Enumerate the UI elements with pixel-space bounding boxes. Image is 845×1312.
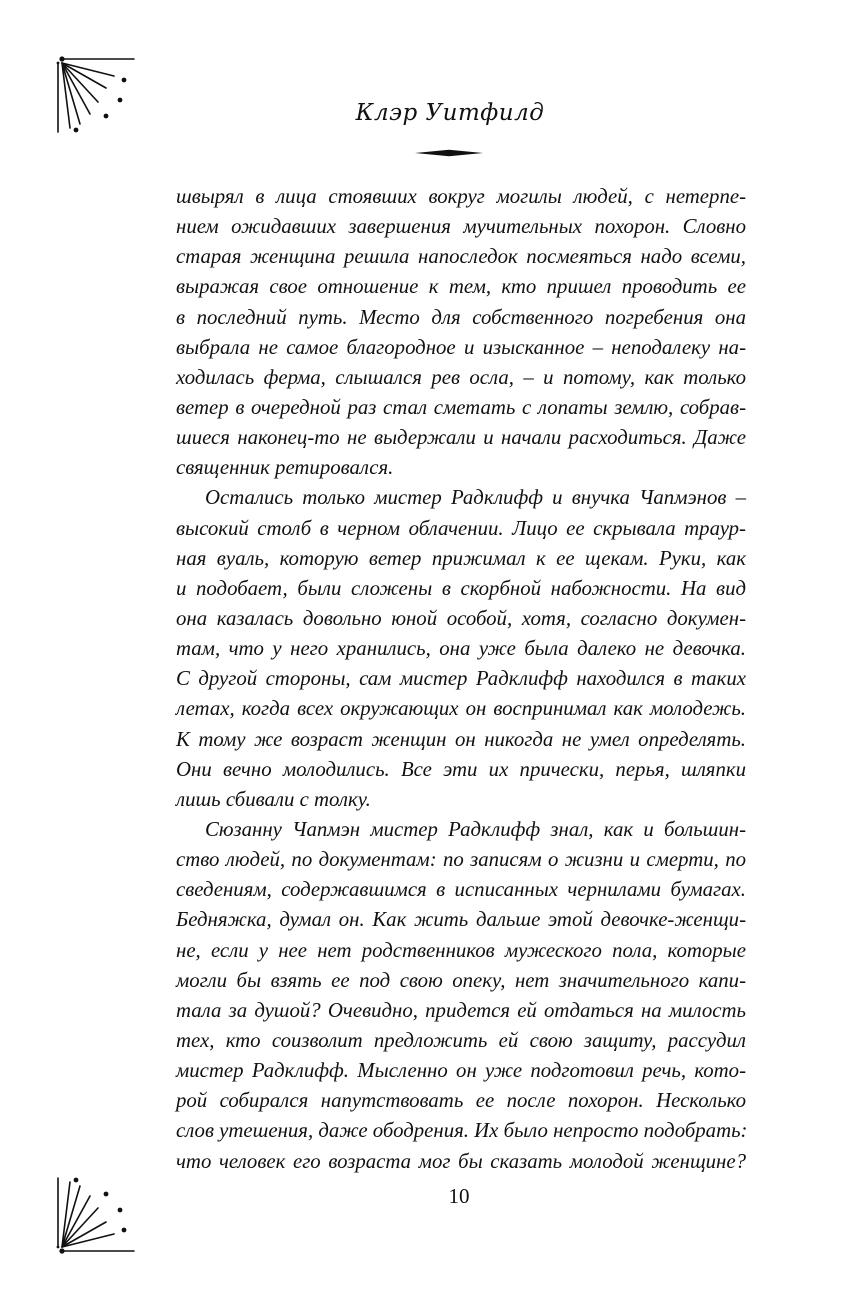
text-line: священник ретировался.	[176, 456, 394, 480]
text-line: выражая свое отношение к тем, кто пришел проводить ее	[176, 275, 746, 299]
text-line: нием ожидавших завершения мучительных похорон. Словно	[176, 215, 746, 239]
text-line: что человек его возраста мог бы сказать молодой женщине?	[176, 1149, 746, 1173]
text-line: она казалась довольно юной особой, хотя, согласно докумен-	[176, 606, 746, 630]
text-line: Бедняжка, думал он. Как жить дальше этой девочке-женщи-	[176, 908, 746, 932]
text-line: высокий столб в черном облачении. Лицо ее скрывала траур-	[176, 516, 746, 540]
text-line: Сюзанну Чапмэн мистер Радклифф знал, как и большин-	[205, 817, 746, 841]
body-text	[176, 182, 746, 1177]
text-line: в последний путь. Место для собственного погребения она	[176, 305, 746, 329]
text-line: слов утешения, даже ободрения. Их было непросто подобрать:	[176, 1119, 748, 1143]
text-line: К тому же возраст женщин он никогда не умел определять.	[176, 727, 746, 751]
text-line: выбрала не самое благородное и изысканное – неподалеку на-	[176, 335, 746, 359]
text-line: мистер Радклифф. Мысленно он уже подготовил речь, кото-	[176, 1059, 746, 1083]
page-number: 10	[448, 1184, 470, 1208]
text-line: не, если у нее нет родственников мужеского пола, которые	[176, 938, 746, 962]
text-line: швырял в лица стоявших вокруг могилы людей, с нетерпе-	[176, 185, 746, 208]
text-line: ная вуаль, которую ветер прижимал к ее щекам. Руки, как	[176, 546, 746, 570]
text-line: Они вечно молодились. Все эти их прически, перья, шляпки	[176, 757, 746, 781]
text-line: и подобает, были сложены в скорбной набожности. На вид	[176, 576, 746, 600]
running-header-author: Клэр Уитфилд	[355, 100, 545, 126]
text-line: Остались только мистер Радклифф и внучка Чапмэнов –	[205, 486, 746, 510]
text-line: старая женщина решила напоследок посмеяться надо всеми,	[176, 245, 746, 269]
text-line: шиеся наконец-то не выдержали и начали расходиться. Даже	[176, 426, 746, 450]
text-line: тех, кто соизволит предложить ей свою защиту, рассудил	[176, 1028, 746, 1052]
header-divider-ornament	[415, 149, 483, 157]
text-line: тала за душой? Очевидно, придется ей отдаться на милость	[176, 998, 746, 1022]
text-line: там, что у него хранились, она уже была далеко не девочка.	[176, 637, 746, 661]
text-line: ходилась ферма, слышался рев осла, – и потому, как только	[176, 365, 746, 389]
text-line: рой собирался напутствовать ее после похорон. Несколько	[176, 1089, 746, 1113]
text-line: летах, когда всех окружающих он воспринимал как молодежь.	[176, 697, 746, 721]
text-line: ветер в очередной раз стал сметать с лопаты землю, собрав-	[176, 395, 746, 419]
text-line: могли бы взять ее под свою опеку, нет значительного капи-	[176, 968, 746, 992]
text-line: С другой стороны, сам мистер Радклифф находился в таких	[176, 667, 746, 691]
text-line: ство людей, по документам: по записям о жизни и смерти, по	[176, 848, 746, 872]
text-line: сведениям, содержавшимся в исписанных чернилами бумагах.	[176, 878, 746, 902]
text-line: лишь сбивали с толку.	[176, 787, 371, 811]
